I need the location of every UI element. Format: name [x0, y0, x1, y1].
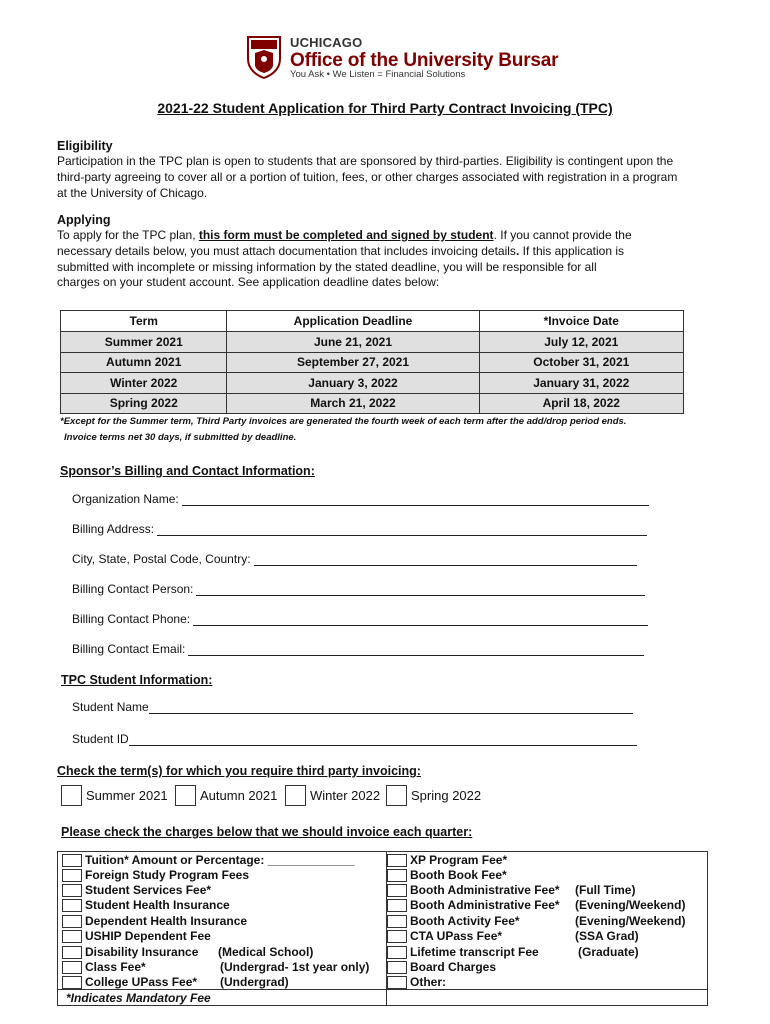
university-shield-logo	[246, 35, 282, 79]
charge-checkbox[interactable]	[387, 854, 407, 867]
charge-item[interactable]	[387, 960, 496, 975]
charge-label: College UPass Fee*	[85, 975, 198, 989]
billing-contact-email-field[interactable]	[72, 642, 644, 656]
eligibility-text	[57, 154, 717, 201]
table-cell: March 21, 2022	[227, 393, 479, 414]
table-cell: October 31, 2021	[479, 352, 683, 373]
billing-address-field[interactable]	[72, 522, 647, 536]
charge-qualifier: (Full Time)	[575, 883, 636, 897]
table-header-cell: *Invoice Date	[479, 311, 683, 332]
field-label: Billing Address:	[72, 522, 155, 536]
table-cell: September 27, 2021	[227, 352, 479, 373]
table-cell: January 3, 2022	[227, 373, 479, 394]
charge-label: Booth Book Fee*	[410, 868, 507, 882]
charge-checkbox[interactable]	[62, 899, 82, 912]
charge-label: CTA UPass Fee*	[410, 929, 503, 943]
charges-heading: Please check the charges below that we should invoice each quarter:	[61, 825, 473, 839]
autumn-2021-checkbox[interactable]	[175, 785, 196, 806]
charge-item[interactable]	[387, 883, 705, 898]
charge-qualifier: (Undergrad)	[220, 975, 289, 989]
charge-label: Student Services Fee*	[85, 883, 212, 897]
table-cell: Winter 2022	[61, 373, 227, 394]
charge-checkbox[interactable]	[62, 915, 82, 928]
table-cell: Autumn 2021	[61, 352, 227, 373]
billing-contact-phone-field[interactable]	[72, 612, 648, 626]
table-cell: April 18, 2022	[479, 393, 683, 414]
organization-name-input[interactable]	[182, 493, 649, 506]
charge-item[interactable]	[62, 868, 249, 883]
table-cell: June 21, 2021	[227, 332, 479, 353]
student-name-field[interactable]	[72, 700, 633, 714]
checkbox-label: Winter 2022	[310, 788, 381, 803]
eligibility-line: Participation in the TPC plan is open to students that are sponsored by third-parties. Eligibility is contingent upon the	[57, 154, 674, 168]
eligibility-line: third-party agreeing to cover all or a portion of tuition, fees, or other charges associated with registration in a program	[57, 169, 678, 184]
charge-label: Board Charges	[410, 960, 497, 974]
charge-checkbox[interactable]	[387, 899, 407, 912]
table-header-cell: Term	[61, 311, 227, 332]
charge-checkbox[interactable]	[62, 976, 82, 989]
charge-item[interactable]	[387, 929, 705, 944]
student-id-field[interactable]	[72, 732, 637, 746]
charge-checkbox[interactable]	[387, 915, 407, 928]
charge-checkbox[interactable]	[62, 961, 82, 974]
charge-checkbox[interactable]	[62, 930, 82, 943]
text-run: . If you cannot provide the	[493, 228, 632, 242]
table-row	[61, 332, 684, 353]
charge-label: Student Health Insurance	[85, 898, 230, 912]
table-row	[61, 352, 684, 373]
charges-table	[57, 851, 708, 1006]
table-row	[61, 373, 684, 394]
charge-qualifier: (Evening/Weekend)	[575, 914, 686, 928]
table-row	[61, 393, 684, 414]
sponsor-heading: Sponsor’s Billing and Contact Information:	[60, 464, 315, 478]
city-state-input[interactable]	[254, 553, 637, 566]
charge-item[interactable]	[387, 853, 507, 868]
organization-name-field[interactable]	[72, 492, 649, 506]
billing-address-input[interactable]	[157, 523, 647, 536]
table-header-cell: Application Deadline	[227, 311, 479, 332]
applying-line	[57, 244, 717, 260]
charge-item[interactable]	[387, 868, 507, 883]
text-run: To apply for the TPC plan,	[57, 228, 199, 242]
form-title: 2021-22 Student Application for Third Party Contract Invoicing (TPC)	[157, 100, 613, 116]
charge-item[interactable]	[62, 945, 382, 960]
charge-checkbox[interactable]	[387, 884, 407, 897]
charge-label: XP Program Fee*	[410, 853, 508, 867]
student-id-input[interactable]	[129, 733, 637, 746]
charge-label: Disability Insurance	[85, 945, 199, 959]
charge-label: Lifetime transcript Fee	[410, 945, 539, 959]
charge-checkbox[interactable]	[62, 854, 82, 867]
charge-label: Foreign Study Program Fees	[85, 868, 250, 882]
field-label: Student Name	[72, 700, 149, 714]
office-name: Office of the University Bursar	[290, 50, 559, 71]
applying-line	[57, 228, 717, 244]
eligibility-heading: Eligibility	[57, 139, 113, 153]
charge-item[interactable]	[62, 914, 247, 929]
invoice-terms-note: Invoice terms net 30 days, if submitted by deadline.	[64, 432, 297, 443]
table-cell: January 31, 2022	[479, 373, 683, 394]
charge-label: USHIP Dependent Fee	[85, 929, 211, 943]
field-label: Billing Contact Email:	[72, 642, 186, 656]
invoice-footnote: *Except for the Summer term, Third Party invoices are generated the fourth week of each term after the add/drop period ends.	[60, 416, 627, 427]
billing-contact-person-input[interactable]	[196, 583, 645, 596]
city-state-field[interactable]	[72, 552, 637, 566]
office-tagline: You Ask • We Listen = Financial Solutions	[290, 69, 466, 80]
university-wordmark: UCHICAGO	[290, 35, 363, 50]
charge-item[interactable]	[62, 960, 382, 975]
emphasis-text: this form must be completed and signed by student	[198, 228, 494, 242]
field-label: Student ID	[72, 732, 129, 746]
field-label: City, State, Postal Code, Country:	[72, 552, 251, 566]
term-check-heading: Check the term(s) for which you require third party invoicing:	[57, 764, 421, 778]
table-cell: July 12, 2021	[479, 332, 683, 353]
charge-label: Class Fee*	[85, 960, 146, 974]
summer-2021-checkbox[interactable]	[61, 785, 82, 806]
charge-label: Other:	[410, 975, 446, 989]
charge-checkbox[interactable]	[62, 884, 82, 897]
student-heading: TPC Student Information:	[61, 673, 213, 687]
applying-line: submitted with incomplete or missing information by the stated deadline, you will be responsible for all	[57, 259, 597, 274]
deadline-table	[60, 310, 684, 414]
billing-contact-person-field[interactable]	[72, 582, 645, 596]
charge-checkbox[interactable]	[62, 946, 82, 959]
table-cell: Spring 2022	[61, 393, 227, 414]
table-cell: Summer 2021	[61, 332, 227, 353]
field-label: Organization Name:	[72, 492, 179, 506]
checkbox-label: Summer 2021	[86, 788, 168, 803]
charge-label: Booth Activity Fee*	[410, 914, 520, 928]
charge-item[interactable]	[387, 975, 446, 990]
table-header-row	[61, 311, 684, 332]
charge-item[interactable]	[62, 898, 230, 913]
mandatory-fee-note: *Indicates Mandatory Fee	[66, 991, 211, 1005]
charge-checkbox[interactable]	[387, 961, 407, 974]
charge-checkbox[interactable]	[62, 869, 82, 882]
winter-2022-checkbox[interactable]	[285, 785, 306, 806]
charge-checkbox[interactable]	[387, 946, 407, 959]
text-run: necessary details below, you must attach documentation that includes invoicing details	[57, 243, 516, 258]
charge-qualifier: (SSA Grad)	[575, 929, 639, 943]
charge-item[interactable]	[387, 945, 705, 960]
student-name-input[interactable]	[149, 701, 633, 714]
charge-qualifier: (Medical School)	[218, 945, 314, 959]
eligibility-line: at the University of Chicago.	[57, 185, 208, 200]
charge-qualifier: (Undergrad- 1st year only)	[220, 960, 370, 974]
charge-item[interactable]	[62, 883, 211, 898]
charge-checkbox[interactable]	[387, 976, 407, 989]
billing-contact-email-input[interactable]	[188, 643, 644, 656]
charge-checkbox[interactable]	[387, 930, 407, 943]
charge-item[interactable]	[62, 853, 354, 868]
field-label: Billing Contact Person:	[72, 582, 194, 596]
applying-text	[57, 228, 717, 291]
spring-2022-checkbox[interactable]	[386, 785, 407, 806]
checkbox-label: Spring 2022	[411, 788, 482, 803]
charge-label: Booth Administrative Fee*	[410, 883, 560, 897]
charge-label: Dependent Health Insurance	[85, 914, 248, 928]
charge-item[interactable]	[387, 898, 705, 913]
checkbox-label: Autumn 2021	[200, 788, 278, 803]
applying-line: charges on your student account. See application deadline dates below:	[57, 275, 440, 290]
emphasis-text: .	[515, 243, 520, 258]
billing-contact-phone-input[interactable]	[193, 613, 648, 626]
charge-label: Tuition* Amount or Percentage: _____________	[85, 853, 355, 867]
applying-heading: Applying	[57, 213, 111, 227]
charge-label: Booth Administrative Fee*	[410, 898, 560, 912]
text-run: If this application is	[519, 243, 624, 258]
charge-qualifier: (Graduate)	[578, 945, 639, 959]
charge-qualifier: (Evening/Weekend)	[575, 898, 686, 912]
charge-item[interactable]	[387, 914, 705, 929]
charge-checkbox[interactable]	[387, 869, 407, 882]
field-label: Billing Contact Phone:	[72, 612, 191, 626]
charge-item[interactable]	[62, 929, 211, 944]
charge-item[interactable]	[62, 975, 382, 990]
